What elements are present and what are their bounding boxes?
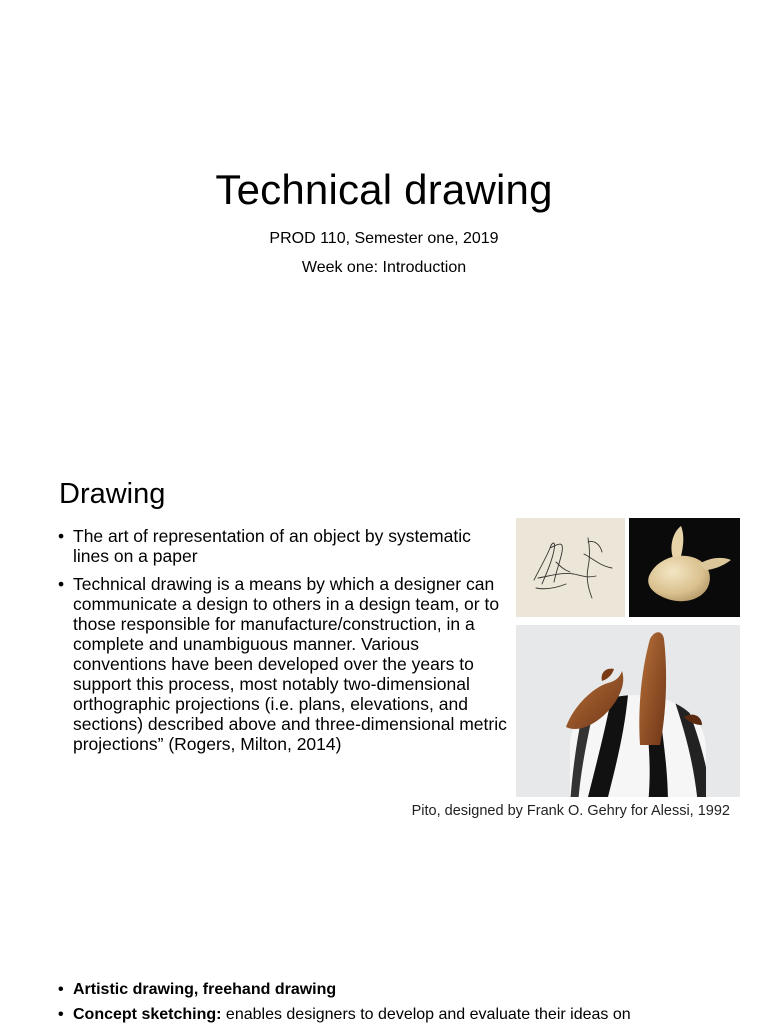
week-subtitle: Week one: Introduction — [301, 259, 467, 276]
bullet-list — [58, 526, 510, 762]
bullet-item: • Technical drawing is a means by which a designer can communicate a design to others in a design team, or to those responsible for manufacture/construction, in a complete and unambiguous manner. Various conventions have been developed over the years to support this process, most notably two-dimensional orthographic projections (i.e. plans, elevations, and sections) described above and three-dimensional metric projections” (Rogers, Milton, 2014) — [58, 574, 510, 754]
drawing-slide — [0, 440, 768, 940]
wooden-fish-image — [629, 518, 740, 617]
bullet-bold-text: Concept sketching: — [73, 1006, 222, 1023]
bullet-item — [58, 980, 738, 1000]
sketch-image — [516, 518, 625, 617]
course-subtitle: PROD 110, Semester one, 2019 — [269, 230, 499, 247]
title-slide — [0, 0, 768, 440]
image-caption: Pito, designed by Frank O. Gehry for Alessi, 1992 — [411, 803, 730, 819]
bullet-item: • The art of representation of an object by systematic lines on a paper — [58, 526, 510, 566]
slide-title: Technical drawing — [215, 166, 553, 213]
bullet-list — [58, 980, 738, 1024]
bullet-text: enables designers to develop and evaluate their ideas on — [221, 1006, 631, 1023]
kettle-image — [516, 625, 740, 797]
drawing-types-slide — [0, 940, 768, 1024]
slide-heading: Drawing — [59, 478, 166, 510]
bullet-bold-text: Artistic drawing, freehand drawing — [73, 981, 337, 998]
bullet-item — [58, 1005, 738, 1024]
